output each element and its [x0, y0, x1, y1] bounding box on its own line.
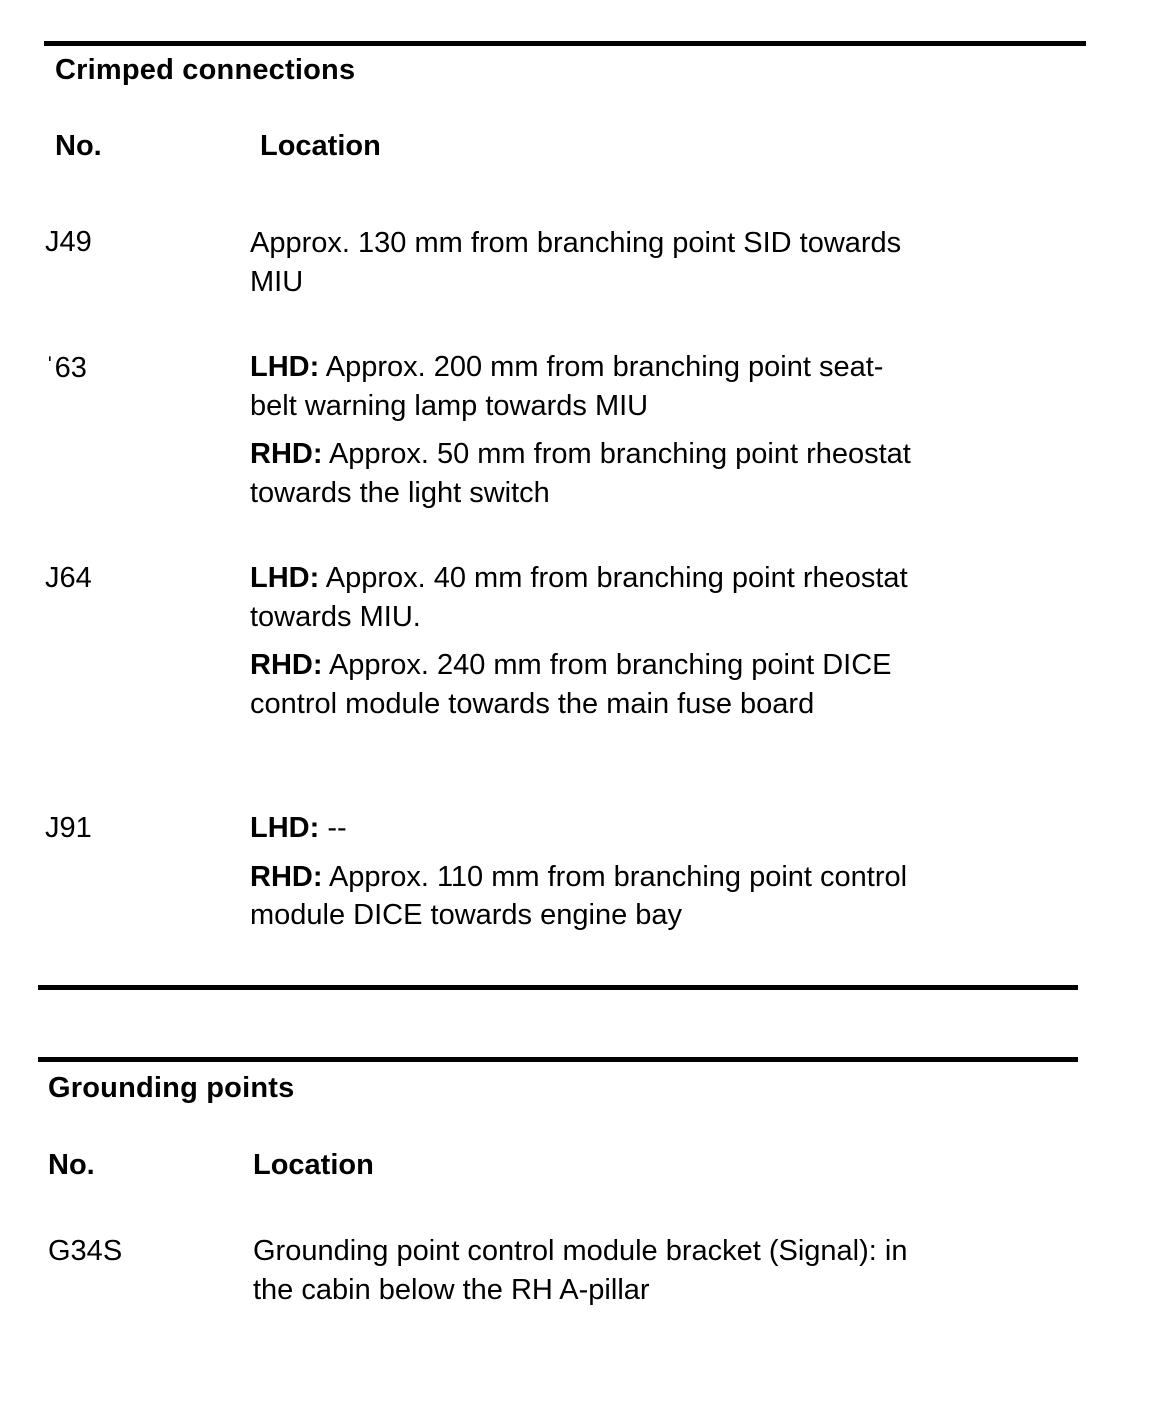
- crimped-col-location-header: Location: [260, 130, 381, 162]
- top-rule: [44, 41, 1086, 46]
- crimped-row-1-location: [250, 348, 920, 512]
- crimped-col-no-header: No.: [55, 130, 102, 162]
- grounding-section-title: Grounding points: [48, 1072, 295, 1104]
- crimped-section-title: Crimped connections: [55, 54, 356, 86]
- location-paragraph-rhd: RHD: Approx. 240 mm from branching point DICE control module towards the main fuse board: [250, 649, 892, 720]
- crimped-row-1-no: ˈ63: [45, 352, 87, 384]
- crimped-row-3-no: J91: [45, 812, 92, 844]
- location-paragraph-lhd: LHD: --: [250, 812, 347, 844]
- grounding-col-location-header: Location: [253, 1149, 374, 1181]
- location-paragraph: Approx. 130 mm from branching point SID towards MIU: [250, 227, 902, 298]
- crimped-bottom-rule: [38, 985, 1078, 990]
- crimped-row-0-location: [250, 224, 910, 301]
- grounding-row-0-location: [253, 1232, 913, 1309]
- crimped-row-2-location: [250, 559, 920, 723]
- location-paragraph-rhd: RHD: Approx. 110 mm from branching point control module DICE towards engine bay: [250, 860, 908, 931]
- location-paragraph-lhd: LHD: Approx. 200 mm from branching point seat-belt warning lamp towards MIU: [250, 351, 884, 422]
- crimped-row-0-no: J49: [45, 226, 92, 258]
- grounding-row-0-no: G34S: [48, 1235, 123, 1267]
- location-paragraph-rhd: RHD: Approx. 50 mm from branching point rheostat towards the light switch: [250, 438, 911, 509]
- location-paragraph: Grounding point control module bracket (Signal): in the cabin below the RH A-pillar: [253, 1235, 908, 1306]
- grounding-col-no-header: No.: [48, 1149, 95, 1181]
- crimped-row-2-no: J64: [45, 562, 92, 594]
- location-paragraph-lhd: LHD: Approx. 40 mm from branching point rheostat towards MIU.: [250, 562, 908, 633]
- grounding-top-rule: [38, 1057, 1078, 1062]
- crimped-row-3-location: [250, 809, 920, 935]
